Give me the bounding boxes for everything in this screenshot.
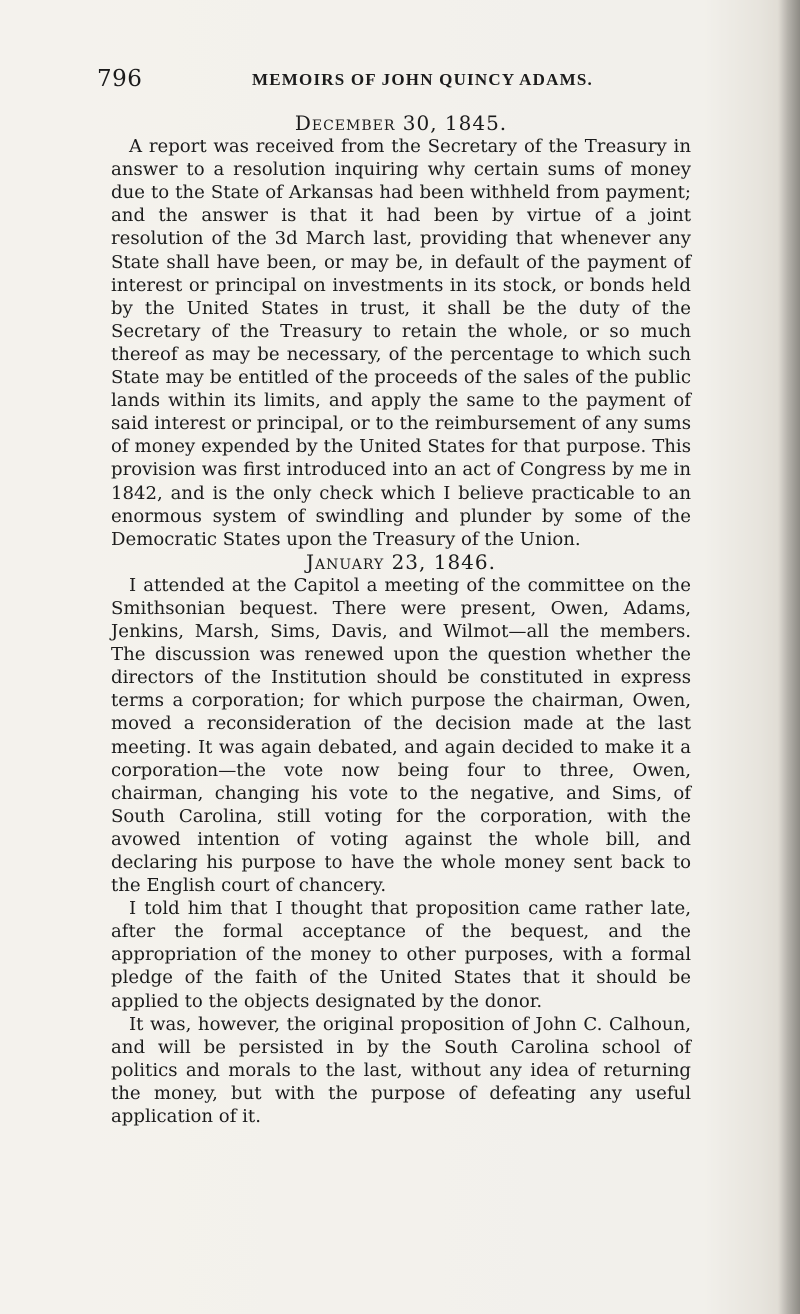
page-header <box>97 66 687 96</box>
date-heading: December 30, 1845. <box>294 111 508 135</box>
paragraph: I attended at the Capitol a meeting of the committee on the Smithsonian bequest. There were present, Owen, Adams, Jenkins, Marsh, Sims, Davis, and Wilmot—all the members. The discussion was renewed upon the question whether the directors of the Institution should be constituted in express terms a corporation; for which purpose the chairman, Owen, moved a reconsideration of the decision made at the last meeting. It was again debated, and again decided to make it a corporation—the vote now being four to three, Owen, chairman, changing his vote to the negative, and Sims, of South Carolina, still voting for the corporation, with the avowed intention of voting against the whole bill, and declaring his purpose to have the whole money sent back to the English court of chancery. <box>111 574 691 897</box>
date-heading: January 23, 1846. <box>306 549 496 574</box>
page-number: 796 <box>97 66 143 92</box>
page-edge-shadow <box>778 0 800 1314</box>
paragraph: It was, however, the original proposition of John C. Calhoun, and will be persisted in by the South Carolina school of politics and morals to the last, without any idea of returning the money, but with the purpose of defeating any useful application of it. <box>111 1013 691 1128</box>
paragraph: A report was received from the Secretary of the Treasury in answer to a resolution inquiring why certain sums of money due to the State of Arkansas had been withheld from payment; and the answer is that it had been by virtue of a joint resolution of the 3d March last, providing that whenever any State shall have been, or may be, in default of the payment of interest or principal on investments in its stock, or bonds held by the United States in trust, it shall be the duty of the Secretary of the Treasury to retain the whole, or so much thereof as may be necessary, of the percentage to which such State may be entitled of the proceeds of the sales of the public lands within its limits, and apply the same to the payment of said interest or principal, or to the reimbursement of any sums of money expended by the United States for that purpose. This provision was first introduced into an act of Congress by me in 1842, and is the only check which I believe practicable to an enormous system of swindling and plunder by some of the Democratic States upon the Treasury of the Union. <box>111 136 691 550</box>
paragraph: I told him that I thought that proposition came rather late, after the formal acceptance of the bequest, and the appropriation of the money to other purposes, with a formal pledge of the faith of the United States that it should be applied to the objects designated by the donor. <box>111 898 691 1012</box>
running-head: MEMOIRS OF JOHN QUINCY ADAMS. <box>252 70 593 89</box>
body-text <box>111 112 691 1128</box>
